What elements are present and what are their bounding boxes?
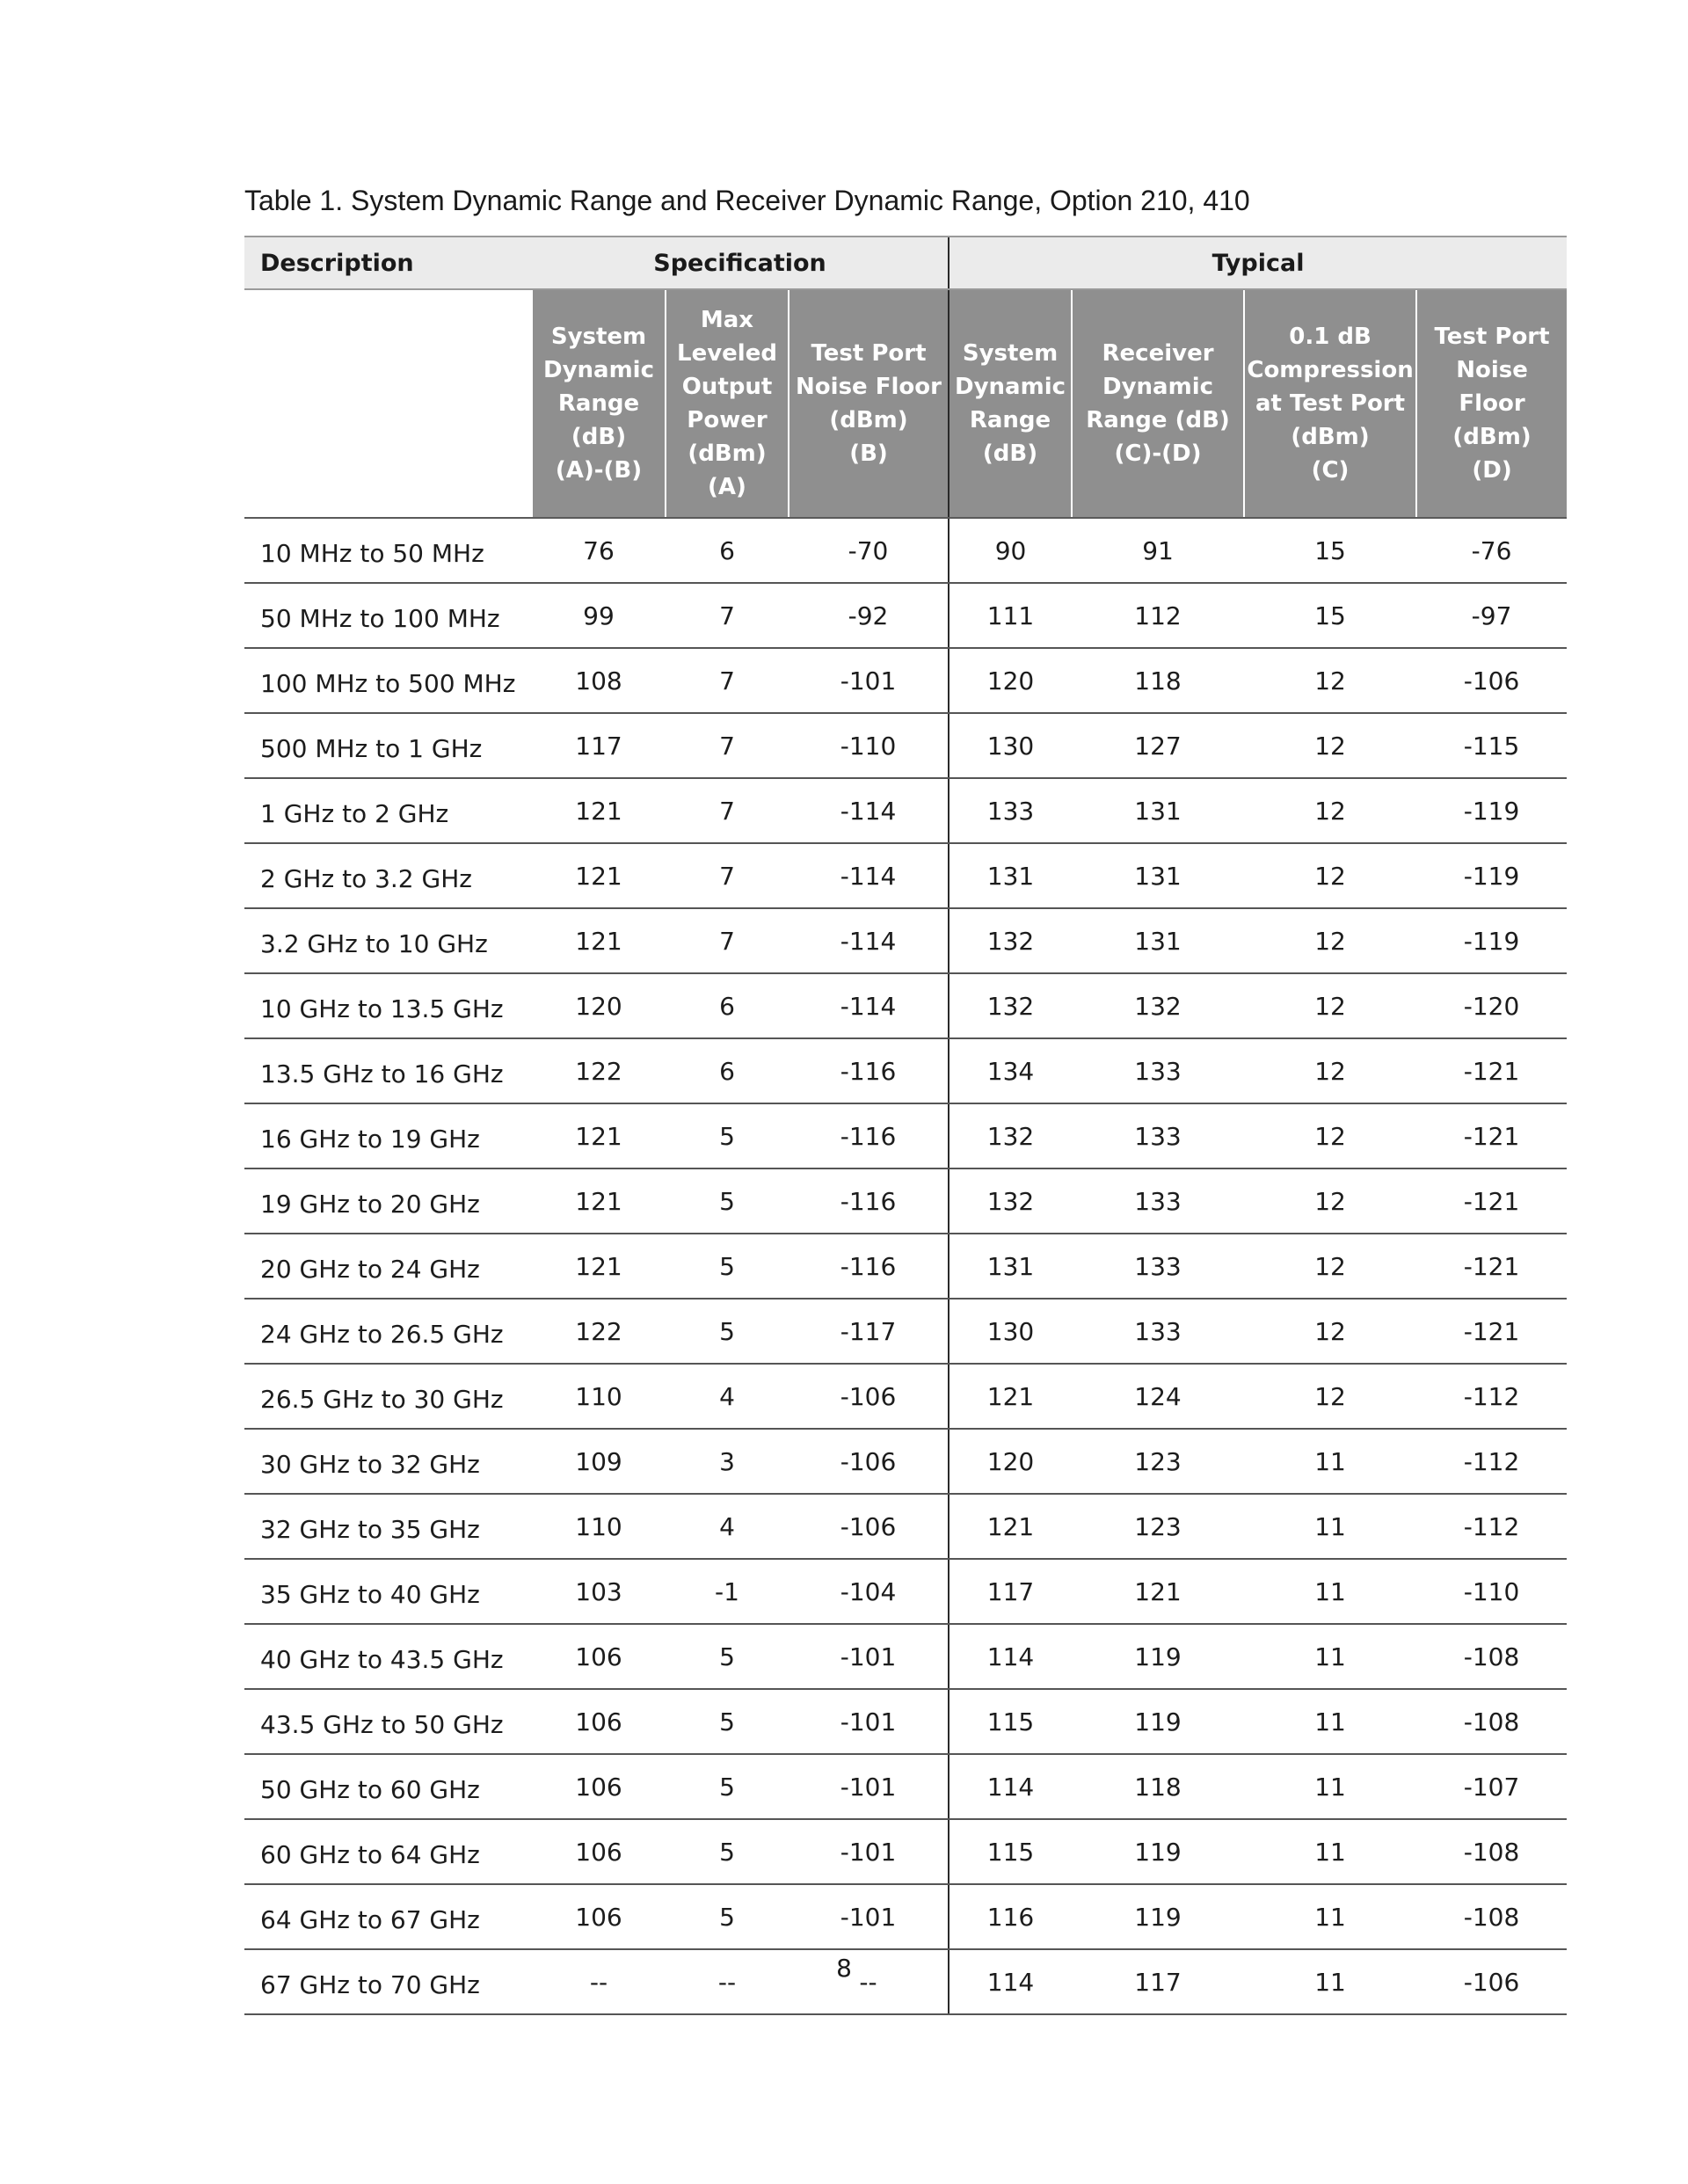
- typ-system-dynamic-range-header: System Dynamic Range (dB): [949, 289, 1072, 518]
- spec-max-output-power-cell: 6: [666, 518, 789, 583]
- table-row: [244, 1299, 1567, 1364]
- spec-max-output-power-cell: 4: [666, 1494, 789, 1559]
- spec-max-output-power-cell: --: [666, 1949, 789, 2014]
- spec-system-dynamic-range-cell: 106: [532, 1819, 666, 1884]
- table-row: [244, 1884, 1567, 1949]
- typ-system-dynamic-range-cell: 114: [949, 1949, 1072, 2014]
- typ-noise-floor-cell: -115: [1416, 713, 1567, 778]
- frequency-range-cell: 30 GHz to 32 GHz: [244, 1429, 532, 1494]
- typ-receiver-dynamic-range-cell: 119: [1072, 1884, 1244, 1949]
- typ-noise-floor-cell: -112: [1416, 1429, 1567, 1494]
- spec-noise-floor-cell: -116: [789, 1038, 949, 1103]
- spec-noise-floor-cell: -106: [789, 1429, 949, 1494]
- spec-max-output-power-cell: 7: [666, 713, 789, 778]
- dynamic-range-table: [244, 236, 1567, 2015]
- typ-noise-floor-cell: -110: [1416, 1559, 1567, 1624]
- frequency-range-cell: 16 GHz to 19 GHz: [244, 1103, 532, 1168]
- typ-compression-cell: 11: [1244, 1429, 1416, 1494]
- table-row: [244, 1364, 1567, 1429]
- spec-noise-floor-cell: --: [789, 1949, 949, 2014]
- spec-system-dynamic-range-cell: 103: [532, 1559, 666, 1624]
- group-header-row: [244, 237, 1567, 289]
- spec-max-output-power-cell: 5: [666, 1234, 789, 1299]
- spec-system-dynamic-range-cell: 99: [532, 583, 666, 648]
- spec-system-dynamic-range-header: System Dynamic Range (dB) (A)-(B): [532, 289, 666, 518]
- typ-receiver-dynamic-range-cell: 131: [1072, 843, 1244, 908]
- typ-receiver-dynamic-range-cell: 117: [1072, 1949, 1244, 2014]
- typ-system-dynamic-range-cell: 114: [949, 1624, 1072, 1689]
- spec-noise-floor-cell: -101: [789, 1689, 949, 1754]
- typ-system-dynamic-range-cell: 90: [949, 518, 1072, 583]
- spec-noise-floor-cell: -114: [789, 778, 949, 843]
- frequency-range-cell: 1 GHz to 2 GHz: [244, 778, 532, 843]
- spec-system-dynamic-range-cell: 117: [532, 713, 666, 778]
- spec-noise-floor-cell: -114: [789, 843, 949, 908]
- typ-noise-floor-cell: -106: [1416, 648, 1567, 713]
- typ-receiver-dynamic-range-header: Receiver Dynamic Range (dB) (C)-(D): [1072, 289, 1244, 518]
- typ-system-dynamic-range-cell: 130: [949, 1299, 1072, 1364]
- frequency-range-cell: 13.5 GHz to 16 GHz: [244, 1038, 532, 1103]
- typ-compression-cell: 11: [1244, 1754, 1416, 1819]
- table-row: [244, 1689, 1567, 1754]
- frequency-range-cell: 32 GHz to 35 GHz: [244, 1494, 532, 1559]
- spec-noise-floor-cell: -101: [789, 1624, 949, 1689]
- frequency-range-cell: 35 GHz to 40 GHz: [244, 1559, 532, 1624]
- frequency-range-cell: 64 GHz to 67 GHz: [244, 1884, 532, 1949]
- typ-system-dynamic-range-cell: 132: [949, 1168, 1072, 1234]
- spec-max-output-power-cell: 7: [666, 648, 789, 713]
- typ-system-dynamic-range-cell: 131: [949, 1234, 1072, 1299]
- typ-system-dynamic-range-cell: 114: [949, 1754, 1072, 1819]
- typ-receiver-dynamic-range-cell: 119: [1072, 1624, 1244, 1689]
- spec-system-dynamic-range-cell: 121: [532, 843, 666, 908]
- typ-receiver-dynamic-range-cell: 133: [1072, 1234, 1244, 1299]
- spec-max-output-power-cell: 5: [666, 1754, 789, 1819]
- typ-compression-cell: 12: [1244, 1234, 1416, 1299]
- spec-system-dynamic-range-cell: 106: [532, 1689, 666, 1754]
- spec-system-dynamic-range-cell: 106: [532, 1754, 666, 1819]
- typ-system-dynamic-range-cell: 115: [949, 1819, 1072, 1884]
- spec-max-output-power-cell: 7: [666, 778, 789, 843]
- typ-receiver-dynamic-range-cell: 119: [1072, 1689, 1244, 1754]
- spec-system-dynamic-range-cell: 110: [532, 1364, 666, 1429]
- typ-receiver-dynamic-range-cell: 123: [1072, 1494, 1244, 1559]
- table-row: [244, 713, 1567, 778]
- spec-system-dynamic-range-cell: 121: [532, 778, 666, 843]
- spec-noise-floor-cell: -101: [789, 1819, 949, 1884]
- typ-compression-cell: 11: [1244, 1689, 1416, 1754]
- typ-system-dynamic-range-cell: 131: [949, 843, 1072, 908]
- spec-test-port-noise-floor-header: Test Port Noise Floor (dBm) (B): [789, 289, 949, 518]
- typ-noise-floor-cell: -121: [1416, 1168, 1567, 1234]
- spec-max-output-power-cell: 5: [666, 1884, 789, 1949]
- typical-header: Typical: [949, 237, 1567, 289]
- typ-compression-cell: 12: [1244, 1038, 1416, 1103]
- typ-receiver-dynamic-range-cell: 127: [1072, 713, 1244, 778]
- spec-max-output-power-cell: 3: [666, 1429, 789, 1494]
- frequency-range-cell: 24 GHz to 26.5 GHz: [244, 1299, 532, 1364]
- typ-noise-floor-cell: -97: [1416, 583, 1567, 648]
- table-row: [244, 1429, 1567, 1494]
- typ-noise-floor-cell: -112: [1416, 1494, 1567, 1559]
- typ-system-dynamic-range-cell: 121: [949, 1494, 1072, 1559]
- typ-system-dynamic-range-cell: 130: [949, 713, 1072, 778]
- typ-system-dynamic-range-cell: 117: [949, 1559, 1072, 1624]
- typ-receiver-dynamic-range-cell: 124: [1072, 1364, 1244, 1429]
- spec-max-output-power-cell: 5: [666, 1819, 789, 1884]
- frequency-range-cell: 50 MHz to 100 MHz: [244, 583, 532, 648]
- spec-system-dynamic-range-cell: 121: [532, 1234, 666, 1299]
- typ-system-dynamic-range-cell: 116: [949, 1884, 1072, 1949]
- typ-compression-cell: 12: [1244, 908, 1416, 973]
- spec-noise-floor-cell: -104: [789, 1559, 949, 1624]
- frequency-range-cell: 2 GHz to 3.2 GHz: [244, 843, 532, 908]
- typ-receiver-dynamic-range-cell: 132: [1072, 973, 1244, 1038]
- typ-noise-floor-cell: -76: [1416, 518, 1567, 583]
- spec-max-output-power-cell: 5: [666, 1299, 789, 1364]
- spec-noise-floor-cell: -114: [789, 973, 949, 1038]
- frequency-range-cell: 50 GHz to 60 GHz: [244, 1754, 532, 1819]
- typ-noise-floor-cell: -106: [1416, 1949, 1567, 2014]
- typ-system-dynamic-range-cell: 120: [949, 648, 1072, 713]
- spec-max-output-power-cell: 5: [666, 1624, 789, 1689]
- spec-max-output-power-cell: 7: [666, 583, 789, 648]
- spec-noise-floor-cell: -92: [789, 583, 949, 648]
- typ-noise-floor-cell: -107: [1416, 1754, 1567, 1819]
- typ-receiver-dynamic-range-cell: 133: [1072, 1038, 1244, 1103]
- table-row: [244, 1624, 1567, 1689]
- frequency-range-cell: 500 MHz to 1 GHz: [244, 713, 532, 778]
- typ-noise-floor-cell: -121: [1416, 1234, 1567, 1299]
- typ-receiver-dynamic-range-cell: 133: [1072, 1168, 1244, 1234]
- spec-system-dynamic-range-cell: 120: [532, 973, 666, 1038]
- typ-compression-cell: 12: [1244, 713, 1416, 778]
- typ-compression-cell: 12: [1244, 778, 1416, 843]
- typ-compression-cell: 11: [1244, 1884, 1416, 1949]
- spec-noise-floor-cell: -116: [789, 1168, 949, 1234]
- typ-compression-cell: 12: [1244, 1299, 1416, 1364]
- typ-system-dynamic-range-cell: 115: [949, 1689, 1072, 1754]
- typ-noise-floor-cell: -108: [1416, 1624, 1567, 1689]
- spec-max-leveled-output-power-header: Max Leveled Output Power (dBm) (A): [666, 289, 789, 518]
- typ-compression-cell: 12: [1244, 648, 1416, 713]
- spec-max-output-power-cell: 4: [666, 1364, 789, 1429]
- frequency-range-cell: 60 GHz to 64 GHz: [244, 1819, 532, 1884]
- typ-noise-floor-cell: -121: [1416, 1103, 1567, 1168]
- spec-noise-floor-cell: -101: [789, 1754, 949, 1819]
- spec-system-dynamic-range-cell: 106: [532, 1884, 666, 1949]
- typ-system-dynamic-range-cell: 121: [949, 1364, 1072, 1429]
- typ-receiver-dynamic-range-cell: 119: [1072, 1819, 1244, 1884]
- table-row: [244, 1754, 1567, 1819]
- typ-compression-cell: 11: [1244, 1559, 1416, 1624]
- spec-system-dynamic-range-cell: 109: [532, 1429, 666, 1494]
- table-body: [244, 518, 1567, 2014]
- typ-compression-cell: 12: [1244, 843, 1416, 908]
- spec-max-output-power-cell: 5: [666, 1103, 789, 1168]
- typ-system-dynamic-range-cell: 132: [949, 1103, 1072, 1168]
- spec-noise-floor-cell: -114: [789, 908, 949, 973]
- spec-max-output-power-cell: -1: [666, 1559, 789, 1624]
- frequency-range-cell: 19 GHz to 20 GHz: [244, 1168, 532, 1234]
- spec-max-output-power-cell: 7: [666, 908, 789, 973]
- spec-system-dynamic-range-cell: 106: [532, 1624, 666, 1689]
- typ-compression-cell: 15: [1244, 583, 1416, 648]
- description-blank-header: [244, 289, 532, 518]
- table-row: [244, 843, 1567, 908]
- typ-compression-cell: 11: [1244, 1624, 1416, 1689]
- spec-system-dynamic-range-cell: 121: [532, 1103, 666, 1168]
- typ-receiver-dynamic-range-cell: 118: [1072, 1754, 1244, 1819]
- frequency-range-cell: 43.5 GHz to 50 GHz: [244, 1689, 532, 1754]
- typ-noise-floor-cell: -119: [1416, 778, 1567, 843]
- typ-receiver-dynamic-range-cell: 131: [1072, 778, 1244, 843]
- column-header-row: [244, 289, 1567, 518]
- spec-system-dynamic-range-cell: 110: [532, 1494, 666, 1559]
- typ-compression-cell: 12: [1244, 1364, 1416, 1429]
- table-row: [244, 1038, 1567, 1103]
- typ-noise-floor-cell: -121: [1416, 1038, 1567, 1103]
- typ-compression-cell: 15: [1244, 518, 1416, 583]
- typ-noise-floor-cell: -120: [1416, 973, 1567, 1038]
- spec-noise-floor-cell: -116: [789, 1103, 949, 1168]
- spec-noise-floor-cell: -70: [789, 518, 949, 583]
- typ-compression-cell: 11: [1244, 1949, 1416, 2014]
- description-header: Description: [244, 237, 532, 289]
- typ-receiver-dynamic-range-cell: 121: [1072, 1559, 1244, 1624]
- spec-noise-floor-cell: -110: [789, 713, 949, 778]
- spec-system-dynamic-range-cell: 121: [532, 1168, 666, 1234]
- table-row: [244, 908, 1567, 973]
- table-row: [244, 973, 1567, 1038]
- typ-receiver-dynamic-range-cell: 123: [1072, 1429, 1244, 1494]
- table-row: [244, 648, 1567, 713]
- typ-compression-cell: 12: [1244, 1103, 1416, 1168]
- spec-max-output-power-cell: 6: [666, 1038, 789, 1103]
- frequency-range-cell: 67 GHz to 70 GHz: [244, 1949, 532, 2014]
- spec-noise-floor-cell: -101: [789, 648, 949, 713]
- spec-system-dynamic-range-cell: 122: [532, 1299, 666, 1364]
- typ-receiver-dynamic-range-cell: 118: [1072, 648, 1244, 713]
- spec-system-dynamic-range-cell: --: [532, 1949, 666, 2014]
- table-row: [244, 1819, 1567, 1884]
- typ-compression-cell: 11: [1244, 1819, 1416, 1884]
- typ-noise-floor-cell: -119: [1416, 908, 1567, 973]
- typ-system-dynamic-range-cell: 133: [949, 778, 1072, 843]
- table-row: [244, 778, 1567, 843]
- typ-receiver-dynamic-range-cell: 112: [1072, 583, 1244, 648]
- spec-noise-floor-cell: -116: [789, 1234, 949, 1299]
- spec-noise-floor-cell: -106: [789, 1494, 949, 1559]
- typ-receiver-dynamic-range-cell: 131: [1072, 908, 1244, 973]
- typ-system-dynamic-range-cell: 132: [949, 973, 1072, 1038]
- table-row: [244, 1494, 1567, 1559]
- table-row: [244, 1103, 1567, 1168]
- spec-max-output-power-cell: 5: [666, 1168, 789, 1234]
- table-row: [244, 1168, 1567, 1234]
- typ-noise-floor-cell: -108: [1416, 1819, 1567, 1884]
- typ-system-dynamic-range-cell: 111: [949, 583, 1072, 648]
- typ-system-dynamic-range-cell: 132: [949, 908, 1072, 973]
- typ-noise-floor-cell: -108: [1416, 1884, 1567, 1949]
- spec-noise-floor-cell: -106: [789, 1364, 949, 1429]
- spec-system-dynamic-range-cell: 108: [532, 648, 666, 713]
- typ-noise-floor-cell: -112: [1416, 1364, 1567, 1429]
- spec-noise-floor-cell: -101: [789, 1884, 949, 1949]
- frequency-range-cell: 20 GHz to 24 GHz: [244, 1234, 532, 1299]
- page-number: 8: [836, 1954, 852, 1983]
- typ-compression-cell: 12: [1244, 973, 1416, 1038]
- typ-receiver-dynamic-range-cell: 133: [1072, 1103, 1244, 1168]
- frequency-range-cell: 100 MHz to 500 MHz: [244, 648, 532, 713]
- typ-compression-cell: 12: [1244, 1168, 1416, 1234]
- spec-max-output-power-cell: 5: [666, 1689, 789, 1754]
- spec-system-dynamic-range-cell: 121: [532, 908, 666, 973]
- frequency-range-cell: 26.5 GHz to 30 GHz: [244, 1364, 532, 1429]
- spec-noise-floor-cell: -117: [789, 1299, 949, 1364]
- specification-header: Specification: [532, 237, 949, 289]
- table-row: [244, 1234, 1567, 1299]
- table-row: [244, 1559, 1567, 1624]
- table-row: [244, 518, 1567, 583]
- typ-test-port-noise-floor-header: Test Port Noise Floor (dBm) (D): [1416, 289, 1567, 518]
- typ-compression-cell: 11: [1244, 1494, 1416, 1559]
- spec-system-dynamic-range-cell: 76: [532, 518, 666, 583]
- frequency-range-cell: 10 GHz to 13.5 GHz: [244, 973, 532, 1038]
- spec-system-dynamic-range-cell: 122: [532, 1038, 666, 1103]
- spec-max-output-power-cell: 6: [666, 973, 789, 1038]
- frequency-range-cell: 3.2 GHz to 10 GHz: [244, 908, 532, 973]
- typ-receiver-dynamic-range-cell: 91: [1072, 518, 1244, 583]
- table-row: [244, 583, 1567, 648]
- typ-noise-floor-cell: -121: [1416, 1299, 1567, 1364]
- typ-receiver-dynamic-range-cell: 133: [1072, 1299, 1244, 1364]
- typ-system-dynamic-range-cell: 134: [949, 1038, 1072, 1103]
- frequency-range-cell: 40 GHz to 43.5 GHz: [244, 1624, 532, 1689]
- typ-noise-floor-cell: -119: [1416, 843, 1567, 908]
- typ-noise-floor-cell: -108: [1416, 1689, 1567, 1754]
- frequency-range-cell: 10 MHz to 50 MHz: [244, 518, 532, 583]
- typ-compression-header: 0.1 dB Compression at Test Port (dBm) (C): [1244, 289, 1416, 518]
- spec-max-output-power-cell: 7: [666, 843, 789, 908]
- typ-system-dynamic-range-cell: 120: [949, 1429, 1072, 1494]
- table-caption: Table 1. System Dynamic Range and Receiver Dynamic Range, Option 210, 410: [244, 185, 1250, 216]
